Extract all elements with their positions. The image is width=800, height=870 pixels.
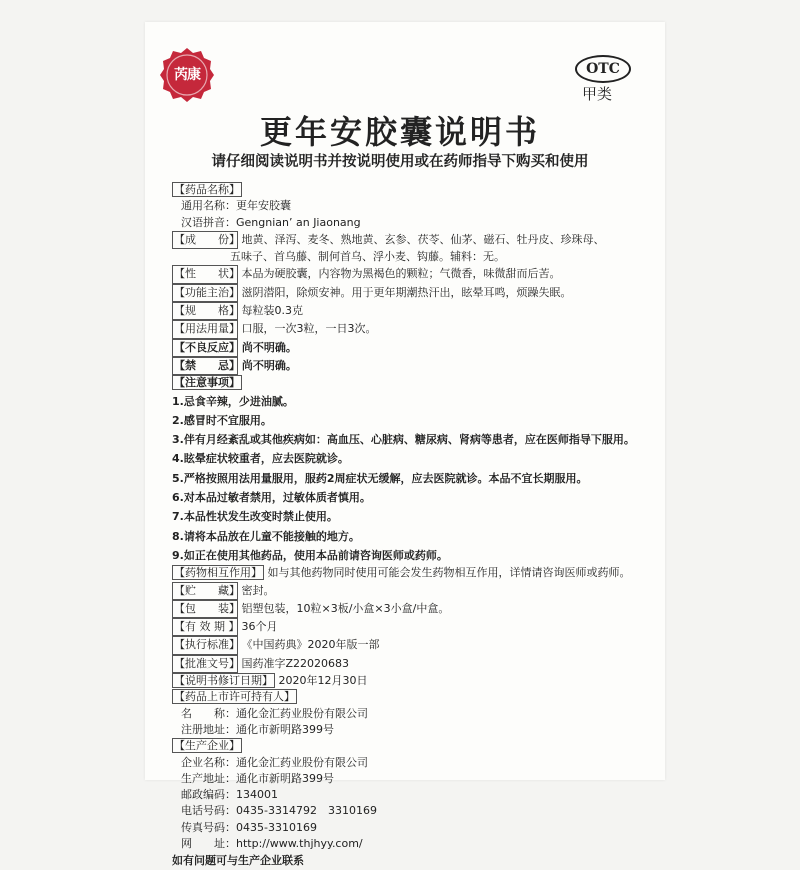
spec-label: 【规 格】 bbox=[172, 302, 238, 320]
interaction-label: 【药物相互作用】 bbox=[174, 566, 262, 580]
common-name-label: 通用名称： bbox=[181, 199, 236, 213]
holder-name-row bbox=[172, 706, 642, 722]
ingredients-label: 【成 份】 bbox=[172, 231, 238, 249]
contra-value: 尚不明确。 bbox=[241, 358, 297, 372]
approval-value: 国药准字Z22020683 bbox=[241, 656, 350, 670]
mfr-header-row bbox=[172, 738, 642, 754]
drug-name-header: 【药品名称】 bbox=[174, 183, 240, 196]
precautions-label: 【注意事项】 bbox=[174, 376, 240, 390]
common-name-value: 更年安胶囊 bbox=[236, 199, 291, 213]
precaution-item: 8.请将本品放在儿童不能接触的地方。 bbox=[172, 529, 360, 543]
indication-row bbox=[172, 284, 642, 302]
leaflet-content bbox=[172, 182, 642, 870]
standard-value: 《中国药典》2020年版一部 bbox=[241, 638, 380, 652]
package-label: 【包 装】 bbox=[172, 600, 238, 618]
storage-value: 密封。 bbox=[241, 583, 275, 597]
precaution-item: 5.严格按照用法用量服用，服药2周症状无缓解，应去医院就诊。本品不宜长期服用。 bbox=[172, 471, 588, 485]
adverse-value: 尚不明确。 bbox=[241, 340, 297, 354]
ingredients-row-2 bbox=[172, 249, 642, 265]
approval-row bbox=[172, 655, 642, 673]
standard-label: 【执行标准】 bbox=[172, 636, 238, 654]
tel-label: 电话号码： bbox=[181, 804, 236, 818]
validity-value: 36个月 bbox=[241, 620, 278, 634]
interaction-row bbox=[172, 565, 642, 581]
contra-row bbox=[172, 357, 642, 375]
mfr-label: 【生产企业】 bbox=[174, 739, 240, 753]
precaution-item: 1.忌食辛辣，少进油腻。 bbox=[172, 394, 294, 408]
holder-addr-value: 通化市新明路399号 bbox=[236, 722, 334, 736]
adverse-row bbox=[172, 339, 642, 357]
brand-logo-text: 芮康 bbox=[174, 67, 200, 83]
otc-class: 甲类 bbox=[582, 85, 613, 103]
indication-label: 【功能主治】 bbox=[172, 284, 238, 302]
fax-value: 0435-3310169 bbox=[236, 820, 317, 834]
dosage-label: 【用法用量】 bbox=[172, 320, 238, 338]
page-subtitle: 请仔细阅读说明书并按说明使用或在药师指导下购买和使用 bbox=[211, 154, 589, 170]
contra-label: 【禁 忌】 bbox=[172, 357, 238, 375]
precautions-header-row bbox=[172, 375, 642, 391]
indication-value: 滋阴潜阳，除烦安神。用于更年期潮热汗出，眩晕耳鸣，烦躁失眠。 bbox=[241, 285, 572, 299]
web-value: http://www.thjhyy.com/ bbox=[236, 836, 363, 850]
zip-label: 邮政编码： bbox=[181, 788, 236, 802]
mfr-addr-value: 通化市新明路399号 bbox=[236, 771, 334, 785]
adverse-label: 【不良反应】 bbox=[172, 339, 238, 357]
validity-label: 【有 效 期 】 bbox=[172, 618, 238, 636]
web-row bbox=[172, 836, 642, 852]
precaution-item: 4.眩晕症状较重者，应去医院就诊。 bbox=[172, 452, 349, 466]
precaution-item: 9.如正在使用其他药品，使用本品前请咨询医师或药师。 bbox=[172, 548, 448, 562]
page-title: 更年安胶囊说明书 bbox=[259, 113, 540, 151]
precaution-item: 2.感冒时不宜服用。 bbox=[172, 413, 272, 427]
brand-logo bbox=[159, 47, 215, 103]
holder-addr-row bbox=[172, 722, 642, 738]
spec-row bbox=[172, 302, 642, 320]
mfr-name-row bbox=[172, 755, 642, 771]
revision-label: 【说明书修订日期】 bbox=[174, 674, 273, 688]
precaution-item: 7.本品性状发生改变时禁止使用。 bbox=[172, 510, 338, 524]
mfr-name-label: 企业名称： bbox=[181, 755, 236, 769]
holder-label: 【药品上市许可持有人】 bbox=[174, 690, 295, 704]
mfr-addr-label: 生产地址： bbox=[181, 771, 236, 785]
mfr-addr-row bbox=[172, 771, 642, 787]
storage-row bbox=[172, 582, 642, 600]
revision-value: 2020年12月30日 bbox=[278, 674, 368, 688]
tel-value: 0435-3314792 3310169 bbox=[236, 804, 377, 818]
ingredients-row bbox=[172, 231, 642, 249]
web-label: 网 址： bbox=[181, 836, 236, 850]
character-label: 【性 状】 bbox=[172, 265, 238, 283]
character-row bbox=[172, 265, 642, 283]
common-name-row bbox=[172, 198, 642, 214]
tel-row bbox=[172, 803, 642, 819]
interaction-value: 如与其他药物同时使用可能会发生药物相互作用，详情请咨询医师或药师。 bbox=[267, 566, 631, 580]
holder-addr-label: 注册地址： bbox=[181, 722, 236, 736]
footer-note: 如有问题可与生产企业联系 bbox=[172, 854, 304, 868]
dosage-row bbox=[172, 320, 642, 338]
drug-name-header-row bbox=[172, 182, 642, 198]
fax-label: 传真号码： bbox=[181, 820, 236, 834]
spec-value: 每粒装0.3克 bbox=[241, 304, 303, 318]
holder-name-label: 名 称： bbox=[181, 706, 236, 720]
dosage-value: 口服，一次3粒，一日3次。 bbox=[241, 322, 377, 336]
mfr-name-value: 通化金汇药业股份有限公司 bbox=[236, 755, 368, 769]
ingredients-value-2: 五味子、首乌藤、制何首乌、浮小麦、钩藤。辅料：无。 bbox=[230, 250, 505, 264]
precaution-item: 6.对本品过敏者禁用，过敏体质者慎用。 bbox=[172, 491, 371, 505]
fax-row bbox=[172, 820, 642, 836]
precaution-item: 3.伴有月经紊乱或其他疾病如：高血压、心脏病、糖尿病、肾病等患者，应在医师指导下服用。 bbox=[172, 433, 635, 447]
pinyin-value: Gengnian’ an Jiaonang bbox=[236, 215, 361, 229]
pinyin-label: 汉语拼音： bbox=[181, 215, 236, 229]
pinyin-row bbox=[172, 215, 642, 231]
zip-row bbox=[172, 787, 642, 803]
approval-label: 【批准文号】 bbox=[172, 655, 238, 673]
otc-badge: OTC bbox=[575, 55, 631, 83]
ingredients-value: 地黄、泽泻、麦冬、熟地黄、玄参、茯苓、仙茅、磁石、牡丹皮、珍珠母、 bbox=[241, 232, 605, 246]
character-value: 本品为硬胶囊，内容物为黑褐色的颗粒；气微香，味微甜而后苦。 bbox=[241, 267, 561, 281]
zip-value: 134001 bbox=[236, 788, 278, 802]
holder-name-value: 通化金汇药业股份有限公司 bbox=[236, 706, 368, 720]
revision-row bbox=[172, 673, 642, 689]
holder-header-row bbox=[172, 689, 642, 705]
precautions-list bbox=[172, 392, 642, 566]
standard-row bbox=[172, 636, 642, 654]
storage-label: 【贮 藏】 bbox=[172, 582, 238, 600]
package-row bbox=[172, 600, 642, 618]
package-value: 铝塑包装，10粒×3板/小盒×3小盒/中盒。 bbox=[241, 601, 450, 615]
validity-row bbox=[172, 618, 642, 636]
